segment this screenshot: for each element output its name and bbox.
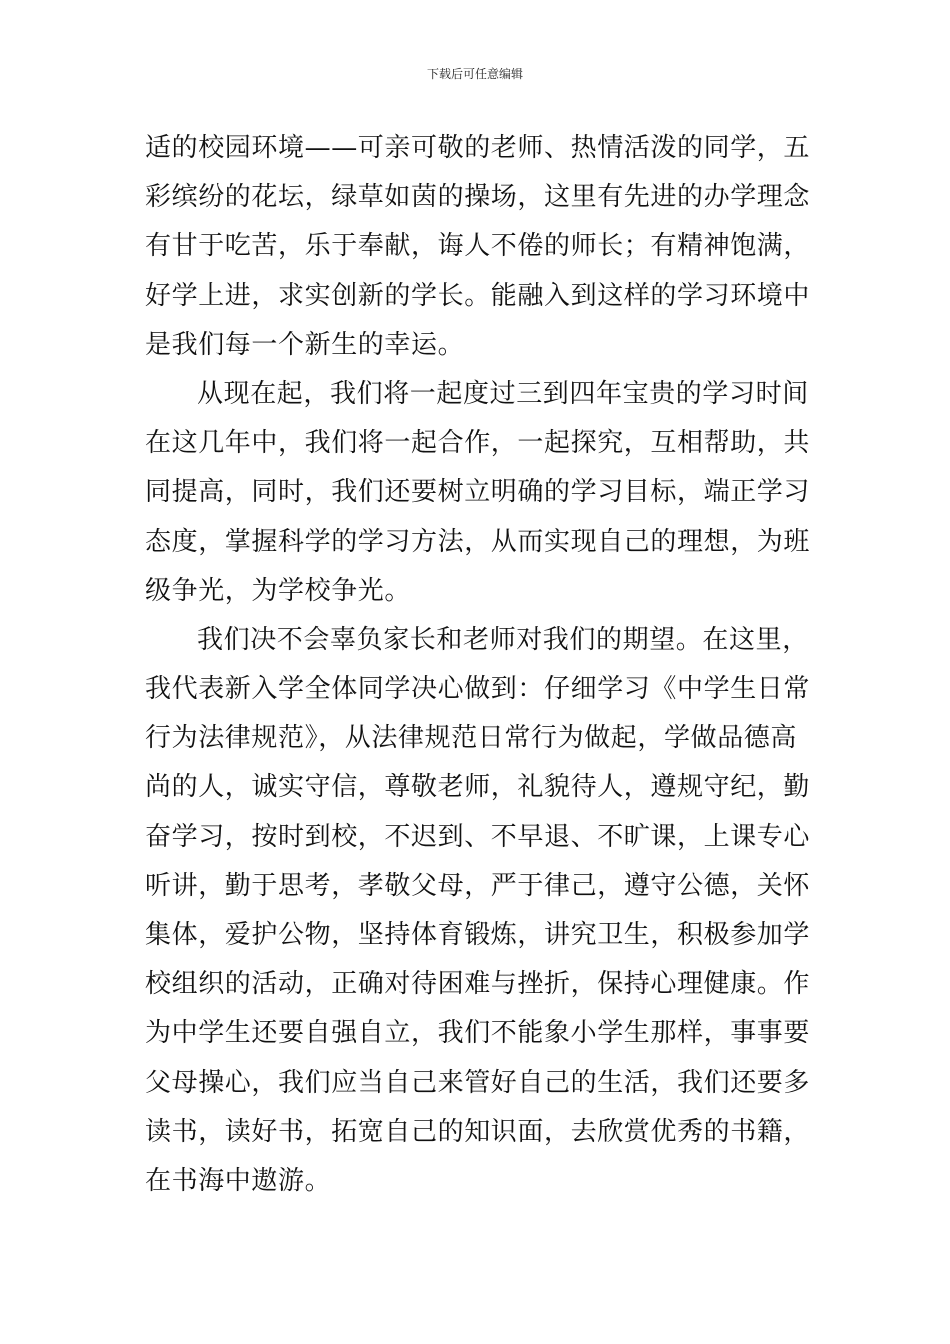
text-line: 奋学习，按时到校，不迟到、不早退、不旷课，上课专心 bbox=[145, 821, 811, 852]
page-header: 下载后可任意编辑 bbox=[426, 67, 523, 81]
text-line: 好学上进，求实创新的学长。能融入到这样的学习环境中 bbox=[145, 280, 811, 311]
text-line: 集体，爱护公物，坚持体育锻炼，讲究卫生，积极参加学 bbox=[145, 920, 811, 950]
text-line: 尚的人，诚实守信，尊敬老师，礼貌待人，遵规守纪，勤 bbox=[145, 772, 811, 803]
text-line: 态度，掌握科学的学习方法，从而实现自己的理想，为班 bbox=[145, 526, 811, 557]
text-line: 在书海中遨游。 bbox=[145, 1165, 332, 1196]
text-line: 有甘于吃苦，乐于奉献，诲人不倦的师长；有精神饱满， bbox=[145, 231, 811, 262]
text-line: 父母操心，我们应当自己来管好自己的生活，我们还要多 bbox=[145, 1067, 811, 1098]
text-line: 听讲，勤于思考，孝敬父母，严于律己，遵守公德，关怀 bbox=[145, 870, 811, 901]
text-line: 适的校园环境——可亲可敬的老师、热情活泼的同学，五 bbox=[145, 133, 811, 163]
text-line: 同提高，同时，我们还要树立明确的学习目标，端正学习 bbox=[145, 477, 811, 508]
text-line: 是我们每一个新生的幸运。 bbox=[145, 329, 465, 360]
text-line: 级争光，为学校争光。 bbox=[145, 575, 412, 606]
text-line: 校组织的活动，正确对待困难与挫折，保持心理健康。作 bbox=[145, 969, 811, 1000]
text-line: 彩缤纷的花坛，绿草如茵的操场，这里有先进的办学理念 bbox=[145, 182, 811, 213]
text-line: 行为法律规范》，从法律规范日常行为做起，学做品德高 bbox=[145, 723, 798, 754]
paragraph-first-line: 我们决不会辜负家长和老师对我们的期望。在这里， bbox=[197, 624, 809, 655]
text-line: 读书，读好书，拓宽自己的知识面，去欣赏优秀的书籍， bbox=[145, 1116, 811, 1147]
document-body bbox=[145, 124, 815, 1206]
text-line: 为中学生还要自强自立，我们不能象小学生那样，事事要 bbox=[145, 1018, 811, 1049]
text-line: 在这几年中，我们将一起合作，一起探究，互相帮助，共 bbox=[145, 428, 811, 459]
paragraph-first-line: 从现在起，我们将一起度过三到四年宝贵的学习时间 bbox=[197, 378, 809, 409]
text-line: 我代表新入学全体同学决心做到：仔细学习《中学生日常 bbox=[145, 674, 811, 705]
